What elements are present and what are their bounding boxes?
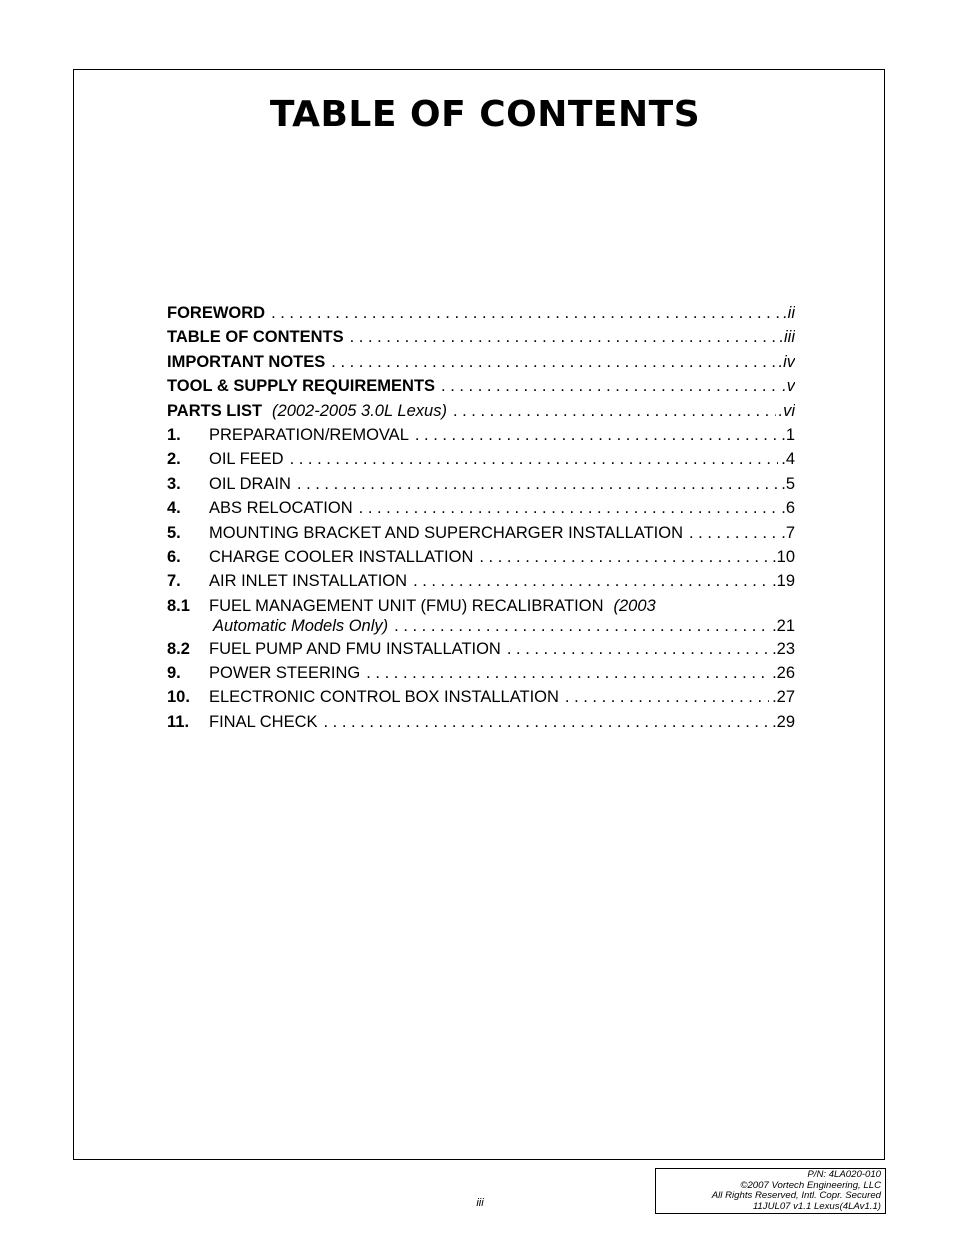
toc-dot-leader [479, 548, 769, 567]
page-title: TABLE OF CONTENTS [269, 94, 701, 135]
toc-entry-number: 11. [167, 712, 190, 731]
toc-entry [167, 475, 795, 499]
toc-dot-leader [324, 713, 770, 732]
table-of-contents [167, 304, 795, 737]
toc-entry-label: TABLE OF CONTENTS [167, 328, 344, 347]
toc-entry-label: IMPORTANT NOTES [167, 352, 326, 371]
toc-entry-page: .5 [781, 474, 795, 493]
toc-entry-label: ABS RELOCATION [209, 499, 353, 518]
toc-entry [167, 499, 795, 523]
toc-entry-label: ELECTRONIC CONTROL BOX INSTALLATION [209, 688, 559, 707]
toc-entry-label: AIR INLET INSTALLATION [209, 572, 408, 591]
toc-dot-leader [565, 688, 769, 707]
toc-entry-page: .10 [772, 547, 795, 566]
toc-entry [167, 713, 795, 737]
toc-dot-leader [415, 426, 778, 445]
toc-dot-leader [331, 353, 775, 372]
toc-entry-page: .27 [772, 688, 795, 707]
toc-entry-page: .ii [783, 304, 795, 322]
toc-entry [167, 664, 795, 688]
toc-entry-number: 8.2 [167, 639, 190, 658]
toc-entry-number: 3. [167, 474, 181, 493]
toc-entry-number: 2. [167, 450, 181, 469]
toc-entry-label: OIL FEED [209, 450, 284, 469]
toc-entry-number: 7. [167, 572, 181, 591]
toc-entry-number: 6. [167, 547, 181, 566]
toc-entry-label: OIL DRAIN [209, 474, 291, 493]
toc-entry [167, 450, 795, 474]
footer-rights: All Rights Reserved, Intl. Copr. Secured [711, 1190, 881, 1202]
toc-entry-label: CHARGE COOLER INSTALLATION [209, 547, 474, 566]
toc-dot-leader [297, 475, 778, 494]
toc-entry-label: MOUNTING BRACKET AND SUPERCHARGER INSTALLATION [209, 523, 683, 542]
toc-entry-page: .21 [772, 616, 795, 635]
toc-entry [167, 524, 795, 548]
footer-version: 11JUL07 v1.1 Lexus(4LAv1.1) [752, 1200, 881, 1212]
toc-entry-label: FINAL CHECK [209, 712, 318, 731]
toc-entry [167, 640, 795, 664]
toc-dot-leader [413, 572, 769, 591]
toc-entry [167, 572, 795, 596]
toc-entry-page: .iii [779, 328, 795, 347]
toc-dot-leader [290, 450, 779, 469]
toc-dot-leader [441, 377, 779, 396]
toc-entry-number: 1. [167, 425, 181, 444]
toc-entry-note: (2002-2005 3.0L Lexus) [272, 401, 447, 420]
toc-entry-label: TOOL & SUPPLY REQUIREMENTS [167, 377, 436, 396]
toc-entry [167, 304, 795, 328]
toc-entry-page: .6 [781, 499, 795, 518]
toc-entry-number: 5. [167, 523, 181, 542]
toc-entry-page: .7 [781, 523, 795, 542]
footer-copyright: ©2007 Vortech Engineering, LLC [740, 1179, 881, 1191]
toc-entry-label: FUEL PUMP AND FMU INSTALLATION [209, 639, 501, 658]
toc-entry-note: (2003 [613, 596, 656, 615]
footer-info-box [655, 1168, 886, 1214]
toc-entry [167, 426, 795, 450]
toc-entry [167, 353, 795, 377]
toc-entry-page: .vi [778, 401, 795, 420]
toc-entry-label: PARTS LIST [167, 401, 263, 420]
toc-dot-leader [453, 402, 776, 421]
toc-entry-label: FUEL MANAGEMENT UNIT (FMU) RECALIBRATION [209, 596, 604, 615]
toc-entry-number: 10. [167, 688, 190, 707]
toc-entry [167, 377, 795, 401]
toc-entry [167, 402, 795, 426]
toc-entry-page: .4 [781, 450, 795, 469]
toc-entry-number: 9. [167, 664, 181, 683]
toc-entry [167, 597, 795, 640]
toc-entry [167, 548, 795, 572]
toc-entry [167, 688, 795, 712]
toc-entry-page: .23 [772, 639, 795, 658]
footer-part-number: P/N: 4LA020-010 [807, 1169, 881, 1180]
toc-entry-page: .v [782, 377, 795, 396]
toc-dot-leader [366, 664, 769, 683]
toc-dot-leader [507, 640, 769, 659]
toc-entry-number: 8.1 [167, 596, 190, 615]
toc-entry-label: PREPARATION/REMOVAL [209, 425, 409, 444]
toc-entry-label: POWER STEERING [209, 664, 361, 683]
toc-entry-page: .1 [781, 425, 795, 444]
toc-entry [167, 328, 795, 352]
toc-entry-page: .26 [772, 664, 795, 683]
toc-dot-leader [689, 524, 778, 543]
footer-page-number: iii [476, 1197, 484, 1209]
toc-dot-leader [359, 499, 779, 518]
toc-entry-page: .iv [778, 352, 795, 371]
toc-entry-label: FOREWORD [167, 304, 266, 322]
toc-entry-page: .19 [772, 572, 795, 591]
toc-dot-leader [394, 617, 769, 636]
toc-entry-number: 4. [167, 499, 181, 518]
toc-entry-note-continued: Automatic Models Only) [213, 616, 389, 635]
toc-entry-page: .29 [772, 712, 795, 731]
toc-dot-leader [350, 328, 777, 347]
toc-dot-leader [271, 304, 780, 323]
